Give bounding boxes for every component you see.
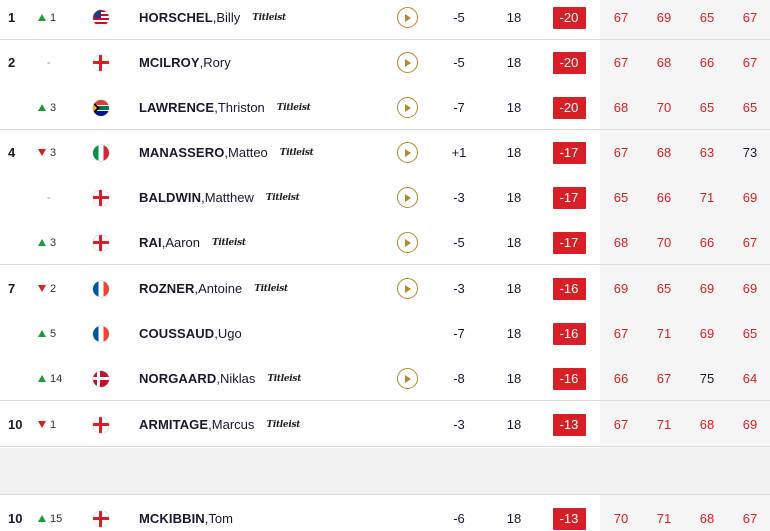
country-flag — [92, 130, 109, 175]
holes-thru: 18 — [506, 281, 522, 296]
play-cell — [396, 85, 418, 130]
position: 1 — [8, 10, 16, 25]
player-row[interactable] — [0, 220, 770, 265]
play-video-button[interactable] — [397, 187, 418, 208]
round-2-score: 67 — [656, 371, 672, 386]
position-movement — [38, 85, 78, 130]
country-flag — [92, 85, 109, 130]
player-last-name[interactable]: COUSSAUD — [139, 326, 215, 341]
player-last-name[interactable]: RAI — [139, 235, 162, 250]
movement-value: 2 — [50, 282, 57, 295]
total-score-badge: -16 — [553, 278, 586, 300]
movement-value: 1 — [50, 11, 57, 24]
total-score — [552, 220, 586, 265]
movement-value: 1 — [50, 418, 57, 431]
country-flag — [92, 496, 109, 531]
position: 2 — [8, 55, 16, 70]
round-3-score: 66 — [699, 55, 715, 70]
name-separator: , — [161, 235, 166, 250]
player-name[interactable] — [139, 266, 389, 311]
total-score — [552, 85, 586, 130]
arrow-down-icon — [38, 149, 46, 156]
arrow-up-icon — [38, 330, 46, 337]
player-first-name[interactable]: Tom — [208, 511, 233, 526]
round-4-score: 65 — [742, 100, 758, 115]
play-icon — [405, 375, 411, 383]
total-score-badge: -16 — [553, 368, 586, 390]
holes-thru: 18 — [506, 371, 522, 386]
holes-thru: 18 — [506, 145, 522, 160]
player-row[interactable] — [0, 311, 770, 356]
position — [8, 311, 30, 356]
round-1-score: 69 — [613, 281, 629, 296]
player-name[interactable] — [139, 356, 389, 401]
country-flag — [92, 175, 109, 220]
round-1-score: 67 — [613, 326, 629, 341]
position-movement — [38, 266, 78, 311]
player-name[interactable] — [139, 220, 389, 265]
holes-thru: 18 — [506, 417, 522, 432]
total-score — [552, 0, 586, 40]
total-score-badge: -20 — [553, 97, 586, 119]
player-name[interactable] — [139, 175, 389, 220]
movement-value: 3 — [50, 101, 57, 114]
divider — [0, 494, 770, 495]
play-cell — [396, 311, 418, 356]
holes-thru: 18 — [506, 235, 522, 250]
round-1-score: 67 — [613, 10, 629, 25]
sponsor-logo: Titleist — [279, 147, 314, 158]
round-4-score: 67 — [742, 511, 758, 526]
round-3-score: 63 — [699, 145, 715, 160]
round-3-score: 68 — [699, 511, 715, 526]
position: 7 — [8, 281, 16, 296]
round-2-score: 68 — [656, 55, 672, 70]
player-row[interactable] — [0, 85, 770, 130]
play-icon — [405, 14, 411, 22]
arrow-up-icon — [38, 104, 46, 111]
player-last-name[interactable]: ARMITAGE — [139, 417, 209, 432]
position: 10 — [8, 417, 23, 432]
country-flag — [92, 356, 109, 401]
round-1-score: 65 — [613, 190, 629, 205]
name-separator: , — [199, 55, 204, 70]
today-score: -7 — [453, 326, 465, 341]
player-row[interactable] — [0, 402, 770, 447]
player-last-name[interactable]: MANASSERO — [139, 145, 225, 160]
country-flag — [92, 402, 109, 447]
player-last-name[interactable]: NORGAARD — [139, 371, 217, 386]
round-4-score: 69 — [742, 190, 758, 205]
round-2-score: 70 — [656, 235, 672, 250]
holes-thru: 18 — [506, 10, 522, 25]
holes-thru: 18 — [506, 511, 522, 526]
player-row[interactable] — [0, 175, 770, 220]
today-score: -8 — [453, 371, 465, 386]
position-movement — [38, 496, 78, 531]
player-last-name[interactable]: MCILROY — [139, 55, 200, 70]
name-separator: , — [224, 145, 229, 160]
total-score-badge: -13 — [553, 414, 586, 436]
position-movement — [38, 0, 78, 40]
round-1-score: 66 — [613, 371, 629, 386]
country-flag — [92, 266, 109, 311]
player-name[interactable] — [139, 85, 389, 130]
name-separator: , — [214, 326, 218, 341]
sponsor-logo: Titleist — [254, 283, 288, 294]
player-row[interactable] — [0, 266, 770, 311]
player-name[interactable] — [139, 40, 389, 85]
sponsor-logo: Titleist — [266, 419, 301, 430]
player-name[interactable] — [139, 496, 389, 531]
arrow-up-icon — [38, 14, 46, 21]
arrow-down-icon — [38, 421, 46, 428]
position: 4 — [8, 145, 16, 160]
total-score-badge: -17 — [553, 187, 586, 209]
player-first-name[interactable]: Matteo — [228, 145, 268, 160]
movement-value: 3 — [50, 236, 57, 249]
today-score: -7 — [453, 100, 465, 115]
position — [8, 175, 30, 220]
country-flag — [92, 0, 109, 40]
position-movement — [38, 311, 78, 356]
play-icon — [405, 149, 411, 157]
flag-fr-icon — [93, 326, 109, 342]
sponsor-logo: Titleist — [212, 237, 246, 248]
flag-en-icon — [93, 190, 109, 206]
country-flag — [92, 220, 109, 265]
flag-ni-icon — [93, 511, 109, 527]
arrow-up-icon — [38, 239, 46, 246]
player-last-name[interactable]: MCKIBBIN — [139, 511, 205, 526]
round-3-score: 66 — [699, 235, 715, 250]
round-3-score: 75 — [699, 371, 715, 386]
total-score — [552, 40, 586, 85]
position-movement — [38, 175, 78, 220]
round-1-score: 67 — [613, 145, 629, 160]
round-4-score: 69 — [742, 417, 758, 432]
sponsor-logo: Titleist — [252, 12, 286, 23]
player-last-name[interactable]: BALDWIN — [139, 190, 202, 205]
play-cell — [396, 266, 418, 311]
holes-thru: 18 — [506, 100, 522, 115]
round-4-score: 69 — [742, 281, 758, 296]
total-score — [552, 266, 586, 311]
round-1-score: 67 — [613, 55, 629, 70]
round-1-score: 68 — [613, 235, 629, 250]
today-score: -5 — [453, 235, 465, 250]
total-score-badge: -17 — [553, 232, 586, 254]
name-separator: , — [204, 511, 209, 526]
round-2-score: 68 — [656, 145, 672, 160]
player-last-name[interactable]: ROZNER — [139, 281, 195, 296]
flag-dk-icon — [93, 371, 109, 387]
round-2-score: 69 — [656, 10, 672, 25]
arrow-up-icon — [38, 375, 46, 382]
play-cell — [396, 496, 418, 531]
movement-value: 3 — [50, 146, 57, 159]
flag-en-icon — [93, 235, 109, 251]
name-separator: , — [194, 281, 199, 296]
play-video-button[interactable] — [397, 278, 418, 299]
holes-thru: 18 — [506, 326, 522, 341]
round-3-score: 65 — [699, 100, 715, 115]
total-score — [552, 496, 586, 531]
today-score: -3 — [453, 417, 465, 432]
sponsor-logo: Titleist — [267, 373, 302, 384]
arrow-up-icon — [38, 515, 46, 522]
name-separator: , — [201, 190, 205, 205]
round-3-score: 65 — [699, 10, 715, 25]
player-name[interactable] — [139, 402, 389, 447]
round-1-score: 67 — [613, 417, 629, 432]
movement-value: - — [47, 191, 51, 204]
play-icon — [405, 104, 411, 112]
flag-ni-icon — [93, 55, 109, 71]
play-cell — [396, 40, 418, 85]
player-first-name[interactable]: Antoine — [198, 281, 243, 296]
today-score: -5 — [453, 55, 465, 70]
player-first-name[interactable]: Niklas — [219, 371, 256, 386]
play-cell — [396, 402, 418, 447]
total-score-badge: -20 — [553, 52, 586, 74]
player-first-name[interactable]: Thriston — [217, 100, 265, 115]
flag-en-icon — [93, 417, 109, 433]
name-separator: , — [216, 371, 220, 386]
round-2-score: 70 — [656, 100, 672, 115]
name-separator: , — [208, 417, 212, 432]
position-movement — [38, 356, 78, 401]
sponsor-logo: Titleist — [276, 102, 311, 113]
player-last-name[interactable]: HORSCHEL — [139, 10, 213, 25]
round-4-score: 67 — [742, 55, 758, 70]
player-first-name[interactable]: Ugo — [217, 326, 242, 341]
name-separator: , — [212, 10, 217, 25]
round-4-score: 73 — [742, 145, 758, 160]
total-score — [552, 175, 586, 220]
play-video-button[interactable] — [397, 142, 418, 163]
round-3-score: 71 — [699, 190, 715, 205]
play-cell — [396, 0, 418, 40]
position — [8, 220, 30, 265]
today-score: -3 — [453, 190, 465, 205]
round-1-score: 68 — [613, 100, 629, 115]
round-4-score: 64 — [742, 371, 758, 386]
round-2-score: 71 — [656, 326, 672, 341]
player-last-name[interactable]: LAWRENCE — [139, 100, 215, 115]
play-video-button[interactable] — [397, 7, 418, 28]
total-score — [552, 402, 586, 447]
sponsor-logo: Titleist — [265, 192, 300, 203]
player-row[interactable] — [0, 40, 770, 85]
round-3-score: 69 — [699, 281, 715, 296]
flag-fr-icon — [93, 281, 109, 297]
arrow-down-icon — [38, 285, 46, 292]
position — [8, 356, 30, 401]
play-video-button[interactable] — [397, 97, 418, 118]
leaderboard-gap — [0, 448, 770, 494]
player-first-name[interactable]: Billy — [216, 10, 241, 25]
position-movement — [38, 130, 78, 175]
position-movement — [38, 402, 78, 447]
player-first-name[interactable]: Rory — [203, 55, 231, 70]
movement-value: 15 — [50, 512, 63, 525]
round-4-score: 67 — [742, 10, 758, 25]
position-movement — [38, 220, 78, 265]
flag-it-icon — [93, 145, 109, 161]
position-movement — [38, 40, 78, 85]
country-flag — [92, 40, 109, 85]
play-icon — [405, 59, 411, 67]
play-cell — [396, 356, 418, 401]
player-first-name[interactable]: Marcus — [211, 417, 255, 432]
total-score — [552, 311, 586, 356]
total-score — [552, 356, 586, 401]
play-icon — [405, 239, 411, 247]
player-first-name[interactable]: Matthew — [204, 190, 254, 205]
player-row[interactable] — [0, 496, 770, 531]
play-cell — [396, 175, 418, 220]
position — [8, 85, 30, 130]
play-icon — [405, 285, 411, 293]
flag-za-icon — [93, 100, 109, 116]
player-row[interactable] — [0, 130, 770, 175]
round-3-score: 69 — [699, 326, 715, 341]
player-name[interactable] — [139, 0, 389, 40]
player-first-name[interactable]: Aaron — [165, 235, 201, 250]
today-score: -3 — [453, 281, 465, 296]
total-score-badge: -16 — [553, 323, 586, 345]
today-score: -6 — [453, 511, 465, 526]
play-cell — [396, 130, 418, 175]
holes-thru: 18 — [506, 55, 522, 70]
round-4-score: 65 — [742, 326, 758, 341]
play-icon — [405, 194, 411, 202]
player-row[interactable] — [0, 0, 770, 40]
movement-value: - — [47, 56, 51, 69]
player-name[interactable] — [139, 311, 389, 356]
play-cell — [396, 220, 418, 265]
holes-thru: 18 — [506, 190, 522, 205]
play-video-button[interactable] — [397, 52, 418, 73]
player-name[interactable] — [139, 130, 389, 175]
round-2-score: 65 — [656, 281, 672, 296]
total-score-badge: -17 — [553, 142, 586, 164]
total-score-badge: -20 — [553, 7, 586, 29]
round-1-score: 70 — [613, 511, 629, 526]
total-score-badge: -13 — [553, 508, 586, 530]
play-video-button[interactable] — [397, 368, 418, 389]
total-score — [552, 130, 586, 175]
round-4-score: 67 — [742, 235, 758, 250]
round-2-score: 66 — [656, 190, 672, 205]
movement-value: 5 — [50, 327, 57, 340]
position: 10 — [8, 511, 23, 526]
round-3-score: 68 — [699, 417, 715, 432]
round-2-score: 71 — [656, 511, 672, 526]
today-score: -5 — [453, 10, 465, 25]
name-separator: , — [214, 100, 218, 115]
player-row[interactable] — [0, 356, 770, 401]
today-score: +1 — [451, 145, 467, 160]
movement-value: 14 — [50, 372, 63, 385]
country-flag — [92, 311, 109, 356]
round-2-score: 71 — [656, 417, 672, 432]
flag-us-icon — [93, 10, 109, 26]
play-video-button[interactable] — [397, 232, 418, 253]
